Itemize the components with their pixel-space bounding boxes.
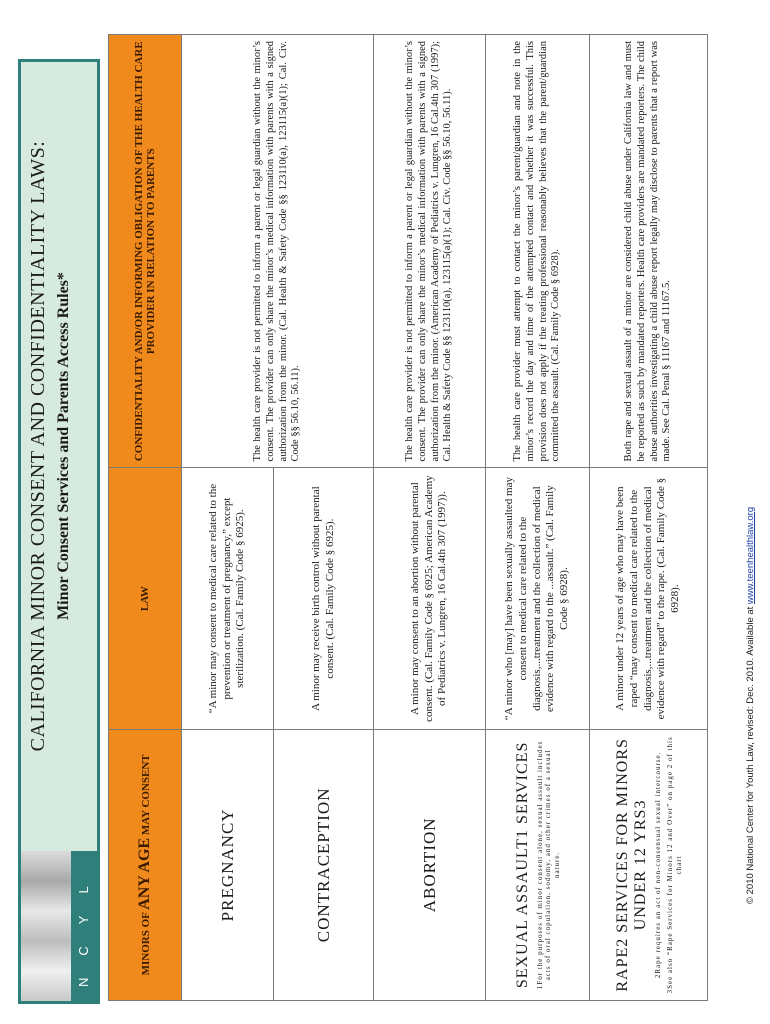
law-sexual-assault: “A minor who [may] have been sexually assaulted may consent to medical care related to the diagnosis,...treatment and the collection of medical evidence with regard to the ...assault.” (Cal. Family Code § 6928). bbox=[486, 468, 590, 729]
col-header-law: LAW bbox=[109, 468, 182, 729]
consent-table bbox=[108, 34, 708, 1001]
minor-rape: RAPE2 SERVICES FOR MINORS UNDER 12 YRS3 2Rape requires an act of non-consensual sexual intercourse. 3See also “Rape Services for Minors 12 and Over” on page 2 of this chart bbox=[590, 729, 708, 1000]
law-rape: A minor under 12 years of age who may have been raped “may consent to medical care related to the diagnosis,...treatment and the collection of medical evidence with regard” to the rape. (Cal. Family Code § 6928). bbox=[590, 468, 708, 729]
table-row bbox=[590, 35, 708, 1001]
minor-sexual-assault: SEXUAL ASSAULT1 SERVICES 1For the purposes of minor consent alone, sexual assault includes acts of oral copulation, sodomy, and other crimes of a sexual nature. bbox=[486, 729, 590, 1000]
ncyl-logo: NCYL bbox=[71, 851, 97, 1001]
footer: © 2010 National Center for Youth Law, revised: Dec. 2010. Available at www.teenhealthlaw.org bbox=[745, 506, 756, 904]
title-banner bbox=[18, 59, 100, 1004]
page-title: CALIFORNIA MINOR CONSENT AND CONFIDENTIALITY LAWS: bbox=[27, 140, 49, 752]
table-row bbox=[182, 35, 274, 1001]
minor-pregnancy: PREGNANCY bbox=[182, 729, 274, 1000]
minor-contraception: CONTRACEPTION bbox=[274, 729, 374, 1000]
logo-photo bbox=[21, 851, 71, 1001]
col-header-minors: MINORS OF ANY AGE MAY CONSENT bbox=[109, 729, 182, 1000]
conf-sexual-assault: The health care provider must attempt to contact the minor’s parent/guardian and note in the minor’s record the day and time of the attempted contact and whether it was successful. This provision does not apply if the treating professional reasonably believes that the parent/guardian committed the assault. (Cal. Family Code § 6928). bbox=[486, 35, 590, 468]
conf-abortion: The health care provider is not permitted to inform a parent or legal guardian without the minor’s consent. The provider can only share the minor’s medical information with parents with a signed authorization from the minor. (American Academy of Pediatrics v. Lungren, 16 Cal.4th 307 (1997); Cal. Health & Safety Code §§ 123110(a), 123115(a)(1); Cal. Civ. Code §§ 56.10, 56.11). bbox=[374, 35, 486, 468]
footnote-3: 3See also “Rape Services for Minors 12 and Over” on page 2 of this chart bbox=[666, 736, 683, 994]
col-header-confidentiality: CONFIDENTIALITY AND/OR INFORMING OBLIGATION OF THE HEALTH CARE PROVIDER IN RELATION TO PARENTS bbox=[109, 35, 182, 468]
footer-link[interactable]: www.teenhealthlaw.org bbox=[745, 506, 756, 605]
footnote-2: 2Rape requires an act of non-consensual sexual intercourse. bbox=[654, 751, 663, 979]
footnote-1: 1For the purposes of minor consent alone, sexual assault includes acts of oral copulation, sodomy, and other crimes of a sexual nature. bbox=[536, 740, 561, 990]
law-pregnancy: “A minor may consent to medical care related to the prevention or treatment of pregnancy,” except sterilization. (Cal. Family Code § 6925). bbox=[182, 468, 274, 729]
header-row bbox=[109, 35, 182, 1001]
conf-pregnancy-contraception: The health care provider is not permitted to inform a parent or legal guardian without the minor’s consent. The provider can only share the minor’s medical information with parents with a signed authorization from the minor. (Cal. Health & Safety Code §§ 123110(a), 123115(a)(1); Cal. Civ. Code §§ 56.10, 56.11). bbox=[182, 35, 374, 468]
law-abortion: A minor may consent to an abortion without parental consent. (Cal. Family Code § 6925; American Academy of Pediatrics v. Lungren, 16 Cal.4th 307 (1997)). bbox=[374, 468, 486, 729]
table-row bbox=[374, 35, 486, 1001]
law-contraception: A minor may receive birth control without parental consent. (Cal. Family Code § 6925). bbox=[274, 468, 374, 729]
minor-abortion: ABORTION bbox=[374, 729, 486, 1000]
page-subtitle: Minor Consent Services and Parents Access Rules* bbox=[55, 272, 72, 620]
conf-rape: Both rape and sexual assault of a minor are considered child abuse under California law and must be reported as such by mandated reporters. Health care providers are mandated reporters. The child abuse authorities investigating a child abuse report legally may disclose to parents that a report was made. See Cal. Penal § 11167 and 11167.5. bbox=[590, 35, 708, 468]
table-row bbox=[486, 35, 590, 1001]
